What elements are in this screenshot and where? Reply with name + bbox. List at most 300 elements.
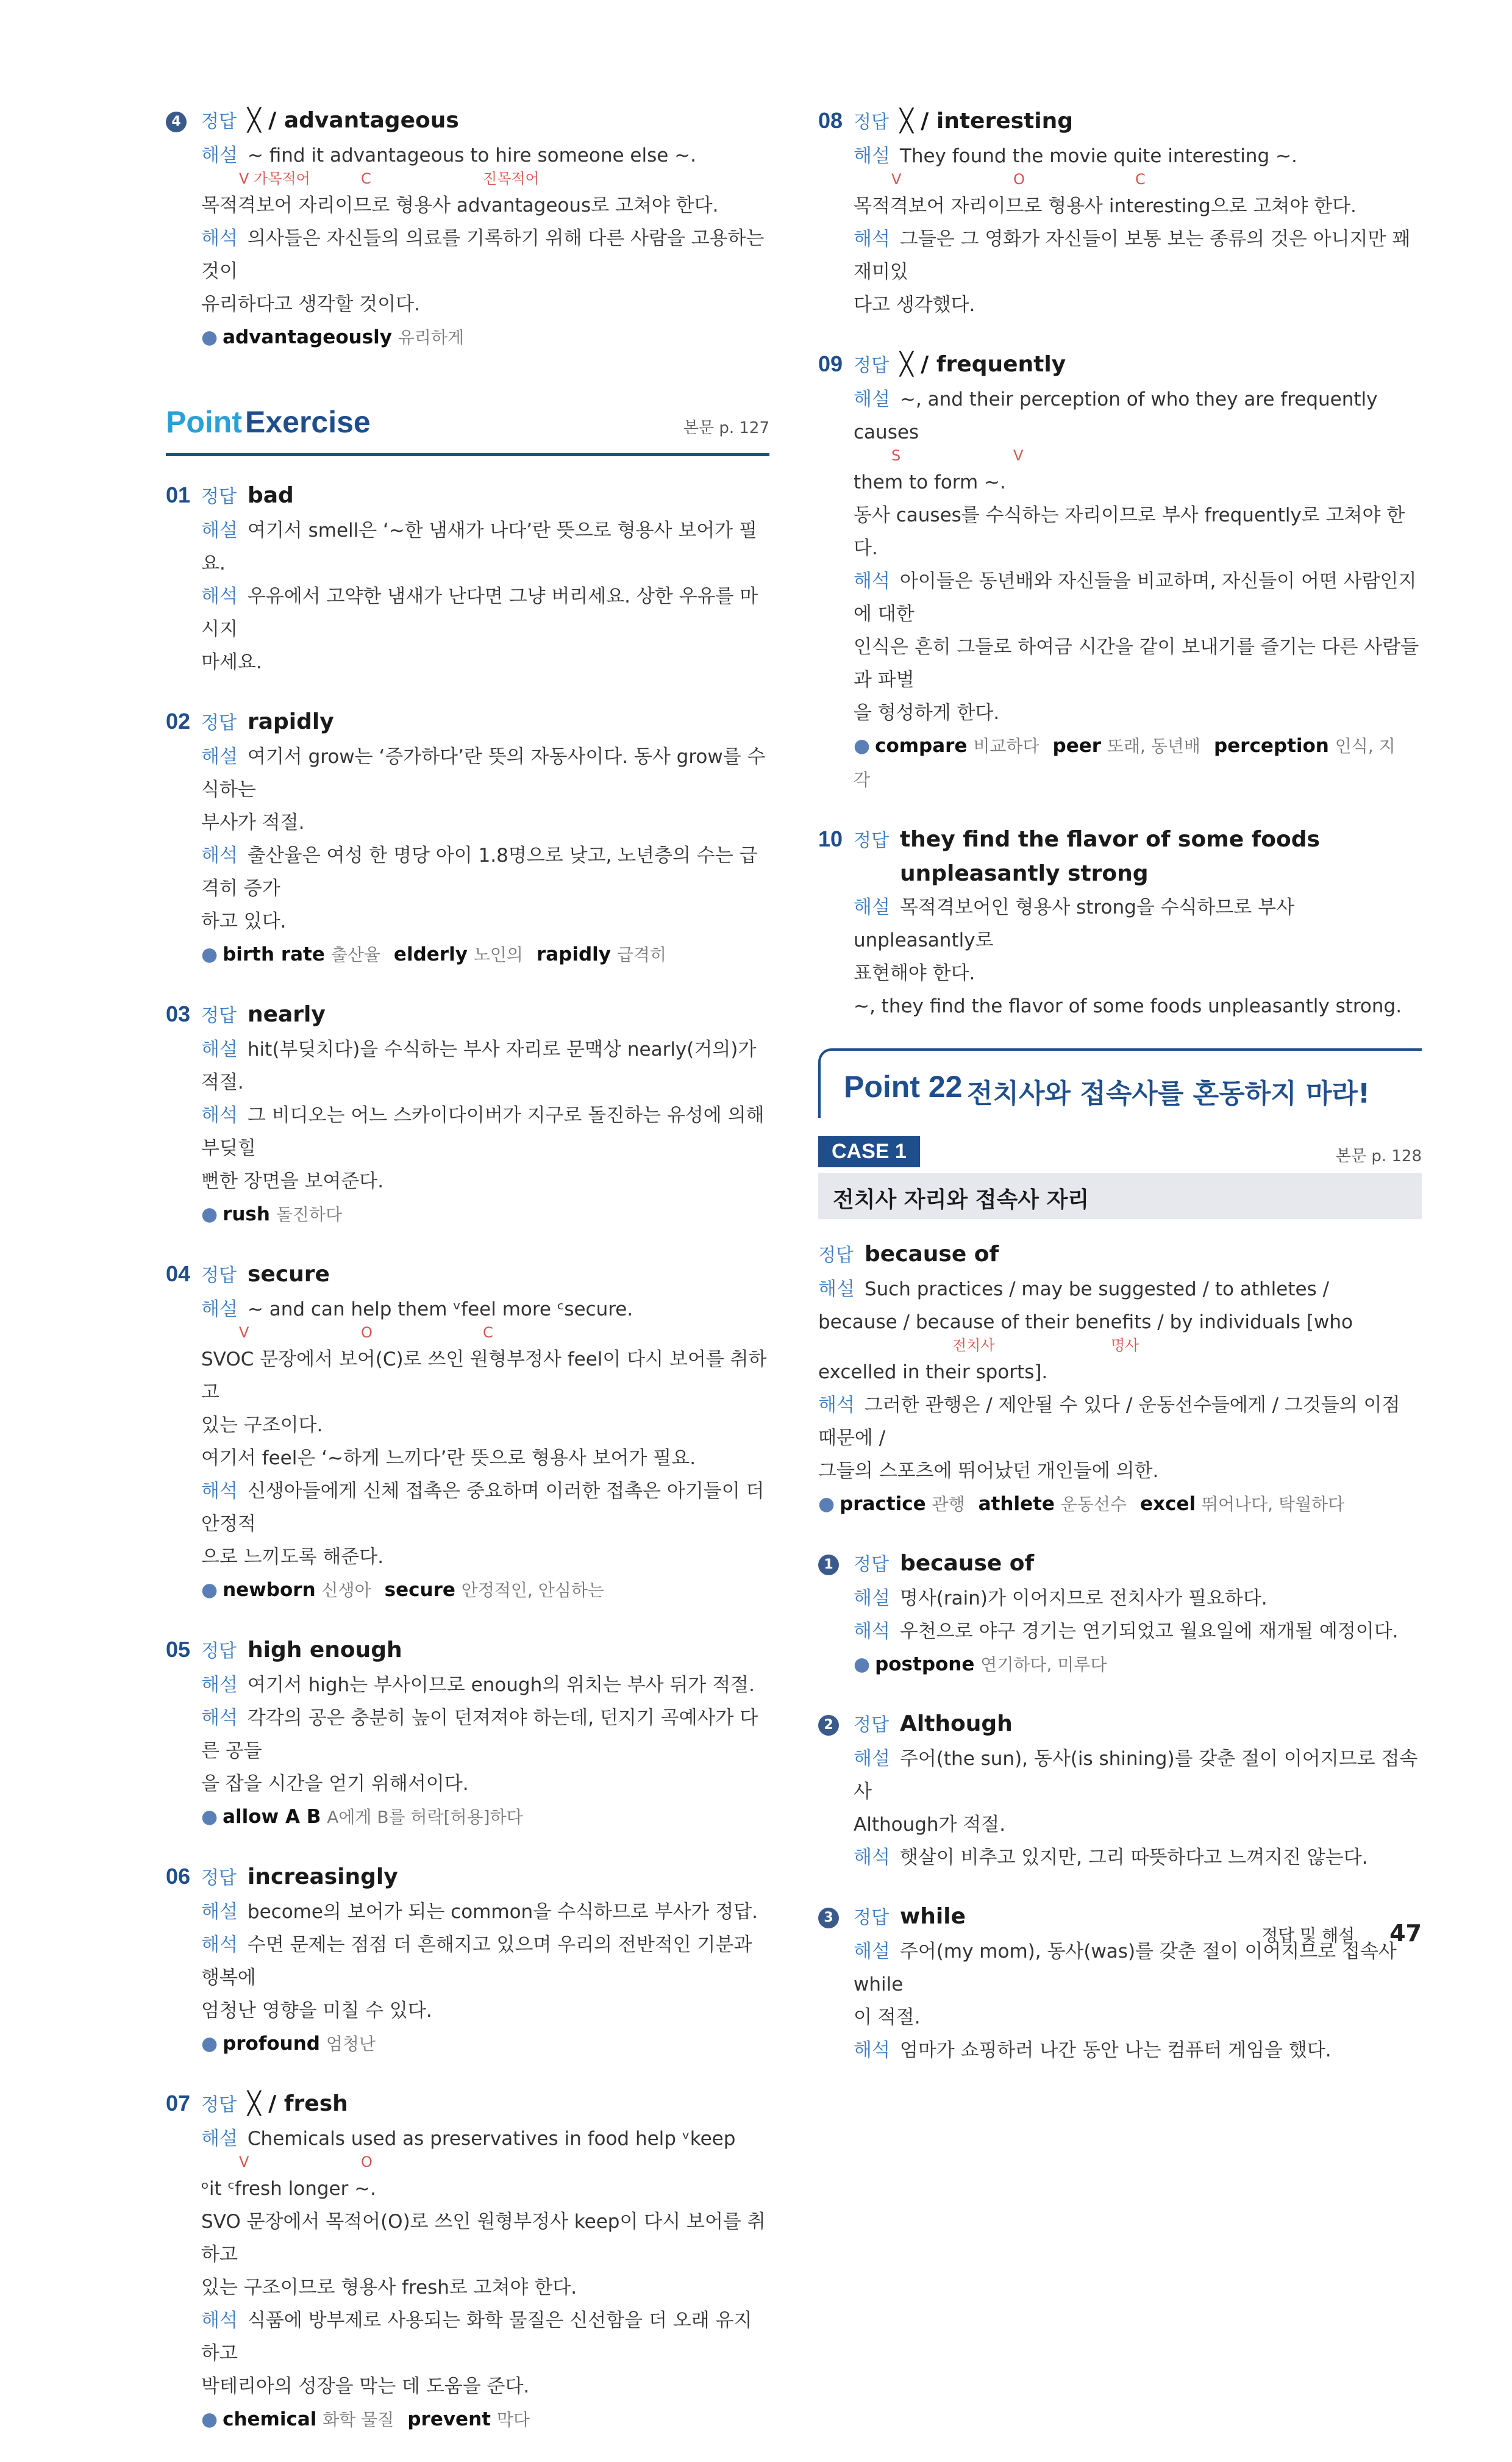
explanation-line — [166, 288, 769, 321]
line-text: 하고 있다. — [201, 911, 287, 932]
answer-text: secure — [247, 1262, 330, 1287]
vocab-word: excel — [1140, 1493, 1196, 1515]
vocab-meaning: 돌진하다 — [276, 1204, 343, 1225]
vocab-line — [818, 1648, 1422, 1681]
answer-item — [818, 1547, 1422, 1681]
vocab-meaning: 연기하다, 미루다 — [980, 1655, 1107, 1675]
line-label: 해설 — [818, 1278, 855, 1300]
line-label: 해석 — [201, 1480, 238, 1502]
vocab-meaning: 유리하게 — [398, 327, 465, 348]
explanation-line — [818, 140, 1422, 173]
vocab-word: postpone — [875, 1653, 975, 1675]
grammar-mark: V — [239, 1324, 249, 1341]
answer-text: because of — [899, 1551, 1035, 1576]
explanation-line — [166, 1767, 769, 1800]
item-head — [166, 1633, 769, 1669]
vocab-line — [166, 1198, 769, 1231]
line-text: 우천으로 야구 경기는 연기되었고 월요일에 재개될 예정이다. — [899, 1620, 1399, 1642]
bullet-icon: ● — [854, 1653, 871, 1675]
line-label: 해석 — [854, 570, 890, 592]
explanation-line — [166, 1895, 769, 1928]
answer-text: increasingly — [247, 1864, 398, 1889]
item-number: 10 — [818, 826, 843, 851]
grammar-mark: V — [1013, 447, 1024, 464]
explanation-line — [166, 1442, 769, 1475]
answer-item — [818, 347, 1422, 796]
vocab-meaning: 인식, 지각 — [854, 736, 1396, 790]
line-label: 해석 — [201, 2310, 238, 2331]
grammar-mark: O — [361, 2153, 373, 2170]
explanation-line — [166, 2122, 769, 2155]
line-text: 그 비디오는 어느 스카이다이버가 지구로 돌진하는 유성에 의해 부딪힐 — [201, 1104, 765, 1159]
item-number: 05 — [166, 1637, 191, 1662]
answer-tag: 정답 — [201, 712, 237, 734]
vocab-meaning: 노인의 — [473, 945, 523, 965]
line-text: excelled in their sports]. — [818, 1361, 1048, 1383]
line-label: 해설 — [201, 1674, 238, 1696]
vocab-meaning: 엄청난 — [326, 2034, 376, 2054]
line-text: 여기서 grow는 ‘증가하다’란 뜻의 자동사이다. 동사 grow를 수식하는 — [201, 746, 766, 801]
vocab-line — [166, 321, 769, 354]
answer-item — [166, 104, 769, 354]
line-label: 해석 — [201, 1707, 238, 1729]
explanation-line — [818, 1742, 1422, 1808]
answer-item — [166, 704, 769, 972]
line-text: 으로 느끼도록 해준다. — [201, 1546, 384, 1568]
vocab-meaning: 화학 물질 — [323, 2410, 394, 2430]
explanation-line — [166, 1033, 769, 1099]
item-number-badge: 2 — [818, 1715, 839, 1736]
explanation-line — [818, 466, 1422, 499]
line-text: 을 형성하게 한다. — [854, 702, 1000, 724]
vocab-meaning: 막다 — [496, 2410, 530, 2430]
explanation-line — [818, 1389, 1422, 1455]
item-number: 04 — [166, 1261, 191, 1286]
grammar-mark: 진목적어 — [483, 170, 540, 187]
vocab-word: advantageously — [223, 326, 392, 348]
item-number: 07 — [166, 2091, 191, 2116]
vocab-word: compare — [875, 735, 968, 757]
answer-tag: 정답 — [854, 1554, 889, 1575]
answer-tag: 정답 — [201, 2094, 237, 2116]
point-exercise-title-b: Exercise — [245, 405, 371, 439]
vocab-line — [166, 2403, 769, 2436]
answer-item — [818, 1707, 1422, 1874]
explanation-line — [166, 839, 769, 905]
explanation-line — [818, 1356, 1422, 1389]
line-text: 표현해야 한다. — [854, 962, 975, 984]
line-label: 해설 — [201, 145, 238, 166]
grammar-mark: O — [1013, 171, 1025, 188]
item-number: 08 — [818, 108, 843, 133]
answer-text: ╳ / interesting — [899, 109, 1073, 134]
vocab-word: secure — [384, 1579, 455, 1601]
vocab-meaning: 안정적인, 안심하는 — [461, 1580, 604, 1600]
item-head — [166, 2086, 769, 2122]
line-text: 아이들은 동년배와 자신들을 비교하며, 자신들이 어떤 사람인지에 대한 — [854, 570, 1417, 625]
line-text: 햇살이 비추고 있지만, 그리 따뜻하다고 느껴지진 않는다. — [899, 1847, 1368, 1869]
line-label: 해석 — [201, 585, 238, 607]
vocab-word: peer — [1052, 735, 1102, 757]
answer-text: ╳ / advantageous — [247, 108, 459, 133]
vocab-meaning: 뛰어나다, 탁월하다 — [1201, 1494, 1345, 1514]
point-22-number: Point 22 — [844, 1070, 963, 1104]
line-text: SVO 문장에서 목적어(O)로 쓰인 원형부정사 keep이 다시 보어를 취하고 — [201, 2211, 766, 2266]
vocab-word: newborn — [223, 1579, 316, 1601]
line-text: 부사가 적절. — [201, 812, 305, 834]
line-text: 목적격보어 자리이므로 형용사 interesting으로 고쳐야 한다. — [854, 195, 1357, 217]
vocab-line — [166, 938, 769, 972]
answer-text: they find the flavor of some foods unpleasantly strong — [899, 827, 1320, 886]
line-text: 목적격보어 자리이므로 형용사 advantageous로 고쳐야 한다. — [201, 195, 719, 216]
line-text: 그들은 그 영화가 자신들이 보통 보는 종류의 것은 아니지만 꽤 재미있 — [854, 228, 1411, 283]
grammar-mark: C — [483, 1324, 493, 1341]
vocab-meaning: 비교하다 — [973, 736, 1040, 756]
line-text: 신생아들에게 신체 접촉은 중요하며 이러한 접촉은 아기들이 더 안정적 — [201, 1480, 765, 1535]
line-text: SVOC 문장에서 보어(C)로 쓰인 원형부정사 feel이 다시 보어를 취하고 — [201, 1348, 767, 1403]
explanation-line — [166, 646, 769, 679]
item-number: 03 — [166, 1001, 191, 1026]
vocab-word: athlete — [978, 1493, 1055, 1515]
explanation-line — [818, 1273, 1422, 1306]
vocab-word: perception — [1213, 735, 1329, 757]
line-text: 수면 문제는 점점 더 흔해지고 있으며 우리의 전반적인 기분과 행복에 — [201, 1934, 752, 1989]
explanation-line — [166, 1293, 769, 1326]
explanation-line — [166, 1409, 769, 1442]
explanation-line — [818, 2001, 1422, 2034]
explanation-line — [818, 223, 1422, 288]
page-number: 47 — [1389, 1920, 1422, 1947]
line-text: 마세요. — [201, 651, 262, 673]
bullet-icon: ● — [818, 1493, 835, 1515]
line-label: 해설 — [854, 1587, 890, 1609]
explanation-line — [166, 806, 769, 839]
answer-tag: 정답 — [201, 1641, 237, 1662]
vocab-meaning: 출산율 — [330, 945, 380, 965]
vocab-line — [166, 1573, 769, 1607]
line-label: 해설 — [854, 896, 890, 918]
grammar-mark: V — [891, 171, 902, 188]
page-footer — [1261, 1920, 1422, 1947]
case-1-header — [818, 1136, 1422, 1222]
vocab-meaning: 급격히 — [616, 945, 667, 965]
vocab-meaning: 신생아 — [321, 1580, 371, 1600]
vocab-line — [166, 2027, 769, 2061]
answer-text: rapidly — [247, 709, 334, 734]
vocab-word: profound — [223, 2033, 320, 2055]
line-text: 을 잡을 시간을 얻기 위해서이다. — [201, 1773, 469, 1795]
line-text: 여기서 feel은 ‘~하게 느끼다’란 뜻으로 형용사 보어가 필요. — [201, 1447, 696, 1469]
point-22-title: 전치사와 접속사를 혼동하지 마라! — [967, 1078, 1371, 1109]
grammar-marks — [818, 173, 1422, 190]
line-text: 엄마가 쇼핑하러 나간 동안 나는 컴퓨터 게임을 했다. — [899, 2039, 1332, 2061]
item-number-badge: 1 — [818, 1555, 839, 1575]
line-text: 있는 구조이다. — [201, 1414, 323, 1436]
case-title-bar — [818, 1173, 1422, 1219]
line-text: become의 보어가 되는 common을 수식하므로 부사가 정답. — [247, 1901, 758, 1923]
item-head — [166, 997, 769, 1033]
bullet-icon: ● — [201, 2033, 218, 2055]
answer-tag: 정답 — [201, 111, 237, 132]
item-head — [818, 104, 1422, 140]
line-text: 인식은 흔히 그들로 하여금 시간을 같이 보내기를 즐기는 다른 사람들과 파벌 — [854, 636, 1419, 691]
right-column — [818, 104, 1422, 2092]
line-label: 해설 — [201, 1901, 238, 1923]
line-text: Although가 적절. — [854, 1814, 1006, 1836]
grammar-mark: 명사 — [1111, 1337, 1139, 1354]
line-text: ~, and their perception of who they are frequently causes — [854, 388, 1378, 443]
explanation-line — [166, 1702, 769, 1767]
line-text: them to form ~. — [854, 471, 1006, 493]
item-head — [166, 104, 769, 139]
line-text: 목적격보어인 형용사 strong을 수식하므로 부사 unpleasantly로 — [854, 896, 1295, 951]
grammar-mark: C — [1135, 171, 1146, 188]
page-reference: 본문 p. 128 — [1335, 1147, 1422, 1165]
answer-tag: 정답 — [854, 830, 889, 851]
explanation-line — [166, 1541, 769, 1573]
line-text: 그들의 스포츠에 뛰어났던 개인들에 의한. — [818, 1460, 1159, 1482]
grammar-mark: V 가목적어 — [239, 170, 310, 187]
vocab-meaning: 운동선수 — [1060, 1494, 1127, 1514]
answer-item — [166, 2086, 769, 2436]
line-label: 해석 — [201, 1104, 238, 1126]
vocab-word: birth rate — [223, 943, 325, 965]
explanation-line — [166, 1165, 769, 1198]
line-label: 해설 — [201, 2128, 238, 2150]
explanation-line — [818, 1841, 1422, 1874]
explanation-line — [166, 905, 769, 938]
line-text: 있는 구조이므로 형용사 fresh로 고쳐야 한다. — [201, 2277, 577, 2299]
answer-tag: 정답 — [201, 1005, 237, 1026]
vocab-word: rush — [223, 1203, 270, 1225]
line-text: 뻔한 장면을 보여준다. — [201, 1170, 384, 1192]
line-text: 박테리아의 성장을 막는 데 도움을 준다. — [201, 2375, 530, 2397]
line-text: 우유에서 고약한 냄새가 난다면 그냥 버리세요. 상한 우유를 마시지 — [201, 585, 758, 640]
case-answer — [818, 1237, 1422, 1521]
explanation-line — [818, 1615, 1422, 1648]
answer-text: ╳ / fresh — [247, 2091, 348, 2116]
item-number: 09 — [818, 351, 843, 376]
explanation-line — [166, 189, 769, 222]
vocab-word: prevent — [407, 2408, 491, 2430]
line-text: because / because of their benefits / by individuals [who — [818, 1311, 1353, 1333]
explanation-line — [166, 2370, 769, 2403]
explanation-line — [166, 2271, 769, 2304]
answer-item — [166, 997, 769, 1231]
explanation-line — [818, 1306, 1422, 1339]
explanation-line — [818, 957, 1422, 990]
item-head — [818, 347, 1422, 383]
left-column — [166, 104, 769, 2462]
line-label: 해석 — [201, 845, 238, 867]
explanation-line — [166, 2205, 769, 2271]
line-label: 해석 — [854, 2039, 890, 2061]
answer-item — [818, 104, 1422, 321]
line-text: Such practices / may be suggested / to athletes / — [864, 1278, 1329, 1300]
answer-item — [818, 822, 1422, 1023]
grammar-marks — [166, 2155, 769, 2172]
item-head — [818, 1707, 1422, 1742]
footer-label: 정답 및 해설 — [1261, 1925, 1355, 1945]
page-reference: 본문 p. 127 — [683, 419, 769, 437]
line-text: 그러한 관행은 / 제안될 수 있다 / 운동선수들에게 / 그것들의 이점 때문에 / — [818, 1394, 1400, 1449]
explanation-line — [818, 499, 1422, 565]
explanation-line — [166, 2172, 769, 2205]
answer-tag: 정답 — [201, 486, 237, 507]
explanation-line — [166, 1343, 769, 1409]
answer-text: Although — [899, 1711, 1013, 1736]
bullet-icon: ● — [201, 1806, 218, 1828]
item-head — [166, 704, 769, 740]
item-head — [166, 1859, 769, 1895]
line-text: Chemicals used as preservatives in food help ᵛkeep — [247, 2128, 736, 2150]
line-label: 해설 — [201, 1298, 238, 1320]
item-number: 02 — [166, 709, 191, 734]
bullet-icon: ● — [201, 2408, 218, 2430]
line-text: hit(부딪치다)을 수식하는 부사 자리로 문맥상 nearly(거의)가 적절. — [201, 1039, 757, 1093]
grammar-marks — [818, 1339, 1422, 1356]
explanation-line — [818, 990, 1422, 1023]
line-label: 해설 — [201, 1039, 238, 1061]
explanation-line — [818, 190, 1422, 223]
explanation-line — [166, 1928, 769, 1994]
item-head — [818, 1237, 1422, 1273]
grammar-mark: 전치사 — [952, 1337, 995, 1354]
answer-tag: 정답 — [854, 112, 889, 133]
vocab-line — [818, 1487, 1422, 1521]
line-text: 출산율은 여성 한 명당 아이 1.8명으로 낮고, 노년층의 수는 급격히 증가 — [201, 845, 758, 900]
line-text: 의사들은 자신들의 의료를 기록하기 위해 다른 사람을 고용하는 것이 — [201, 227, 765, 282]
line-label: 해석 — [854, 228, 890, 250]
line-label: 해설 — [854, 1941, 890, 1963]
vocab-line — [166, 1800, 769, 1834]
explanation-line — [818, 288, 1422, 321]
line-text: ~, they find the flavor of some foods unpleasantly strong. — [854, 995, 1402, 1017]
line-text: 주어(the sun), 동사(is shining)를 갖춘 절이 이어지므로 접속사 — [854, 1748, 1418, 1803]
explanation-line — [818, 1455, 1422, 1487]
line-text: They found the movie quite interesting ~. — [899, 145, 1297, 167]
vocab-word: allow A B — [223, 1806, 321, 1828]
line-label: 해설 — [854, 1748, 890, 1770]
explanation-line — [818, 1582, 1422, 1615]
line-text: ~ and can help them ᵛfeel more ᶜsecure. — [247, 1298, 633, 1320]
line-text: ~ find it advantageous to hire someone else ~. — [247, 145, 696, 166]
bullet-icon: ● — [201, 943, 218, 965]
explanation-line — [166, 1669, 769, 1702]
grammar-mark: C — [361, 170, 371, 187]
grammar-marks — [166, 172, 769, 189]
explanation-line — [818, 565, 1422, 631]
item-number: 01 — [166, 482, 191, 507]
answer-tag: 정답 — [201, 1265, 237, 1286]
line-text: 주어(my mom), 동사(was)를 갖춘 절이 이어지므로 접속사 while — [854, 1941, 1397, 1995]
explanation-line — [166, 514, 769, 580]
answer-text: ╳ / frequently — [899, 352, 1066, 377]
answer-text: because of — [864, 1242, 999, 1267]
line-text: 명사(rain)가 이어지므로 전치사가 필요하다. — [899, 1587, 1268, 1609]
line-text: 다고 생각했다. — [854, 294, 975, 316]
line-label: 해석 — [854, 1847, 890, 1869]
line-label: 해석 — [854, 1620, 890, 1642]
explanation-line — [166, 740, 769, 806]
answer-tag: 정답 — [201, 1867, 237, 1889]
vocab-meaning: 관행 — [932, 1494, 965, 1514]
answer-text: nearly — [247, 1002, 326, 1027]
vocab-word: chemical — [223, 2408, 317, 2430]
line-label: 해석 — [201, 227, 238, 249]
vocab-word: rapidly — [536, 943, 611, 965]
vocab-meaning: A에게 B를 허락[허용]하다 — [327, 1807, 523, 1827]
explanation-line — [818, 696, 1422, 729]
explanation-line — [166, 139, 769, 172]
bullet-icon: ● — [201, 1203, 218, 1225]
line-label: 해설 — [201, 520, 238, 542]
line-label: 해설 — [854, 388, 890, 410]
answer-tag: 정답 — [818, 1245, 854, 1266]
item-head — [818, 1547, 1422, 1582]
explanation-line — [818, 631, 1422, 696]
grammar-mark: V — [239, 2153, 249, 2170]
explanation-line — [166, 580, 769, 646]
grammar-mark: S — [891, 447, 901, 464]
answer-item — [166, 1257, 769, 1607]
case-title: 전치사 자리와 접속사 자리 — [833, 1187, 1089, 1212]
vocab-word: practice — [840, 1493, 926, 1515]
point-exercise-header — [166, 380, 769, 456]
vocab-meaning: 또래, 동년배 — [1107, 736, 1200, 756]
answer-tag: 정답 — [854, 1714, 889, 1736]
answer-tag: 정답 — [854, 355, 889, 376]
answer-item — [166, 1633, 769, 1834]
explanation-line — [818, 1808, 1422, 1841]
explanation-line — [166, 2304, 769, 2370]
bullet-icon: ● — [201, 326, 218, 348]
line-text: 각각의 공은 충분히 높이 던져져야 하는데, 던지기 곡예사가 다른 공들 — [201, 1707, 758, 1762]
explanation-line — [166, 1994, 769, 2027]
case-badge: CASE 1 — [818, 1136, 920, 1167]
point-exercise-title-a: Point — [166, 405, 242, 439]
item-number: 06 — [166, 1864, 191, 1889]
line-label: 해설 — [201, 746, 238, 768]
item-head — [166, 478, 769, 514]
bullet-icon: ● — [201, 1579, 218, 1601]
item-number-badge: 4 — [166, 112, 187, 132]
line-label: 해석 — [201, 1934, 238, 1956]
item-head — [818, 822, 1422, 891]
line-label: 해설 — [854, 145, 890, 167]
explanation-line — [166, 222, 769, 288]
line-text: 여기서 smell은 ‘~한 냄새가 나다’란 뜻으로 형용사 보어가 필요. — [201, 520, 757, 574]
explanation-line — [818, 2034, 1422, 2067]
grammar-mark: O — [361, 1324, 373, 1341]
vocab-word: elderly — [393, 943, 468, 965]
answer-item — [166, 478, 769, 679]
line-text: 이 적절. — [854, 2006, 921, 2028]
answer-item — [166, 1859, 769, 2061]
point-22-header — [818, 1048, 1422, 1118]
answer-text: bad — [247, 483, 294, 508]
grammar-marks — [166, 1326, 769, 1343]
line-text: 여기서 high는 부사이므로 enough의 위치는 부사 뒤가 적절. — [247, 1674, 755, 1696]
explanation-line — [166, 1475, 769, 1541]
item-head — [166, 1257, 769, 1293]
vocab-line — [818, 729, 1422, 796]
line-text: 엄청난 영향을 미칠 수 있다. — [201, 2000, 432, 2022]
line-text: 유리하다고 생각할 것이다. — [201, 293, 420, 315]
answer-text: high enough — [247, 1637, 402, 1662]
explanation-line — [818, 891, 1422, 957]
answer-tag: 정답 — [854, 1907, 889, 1928]
